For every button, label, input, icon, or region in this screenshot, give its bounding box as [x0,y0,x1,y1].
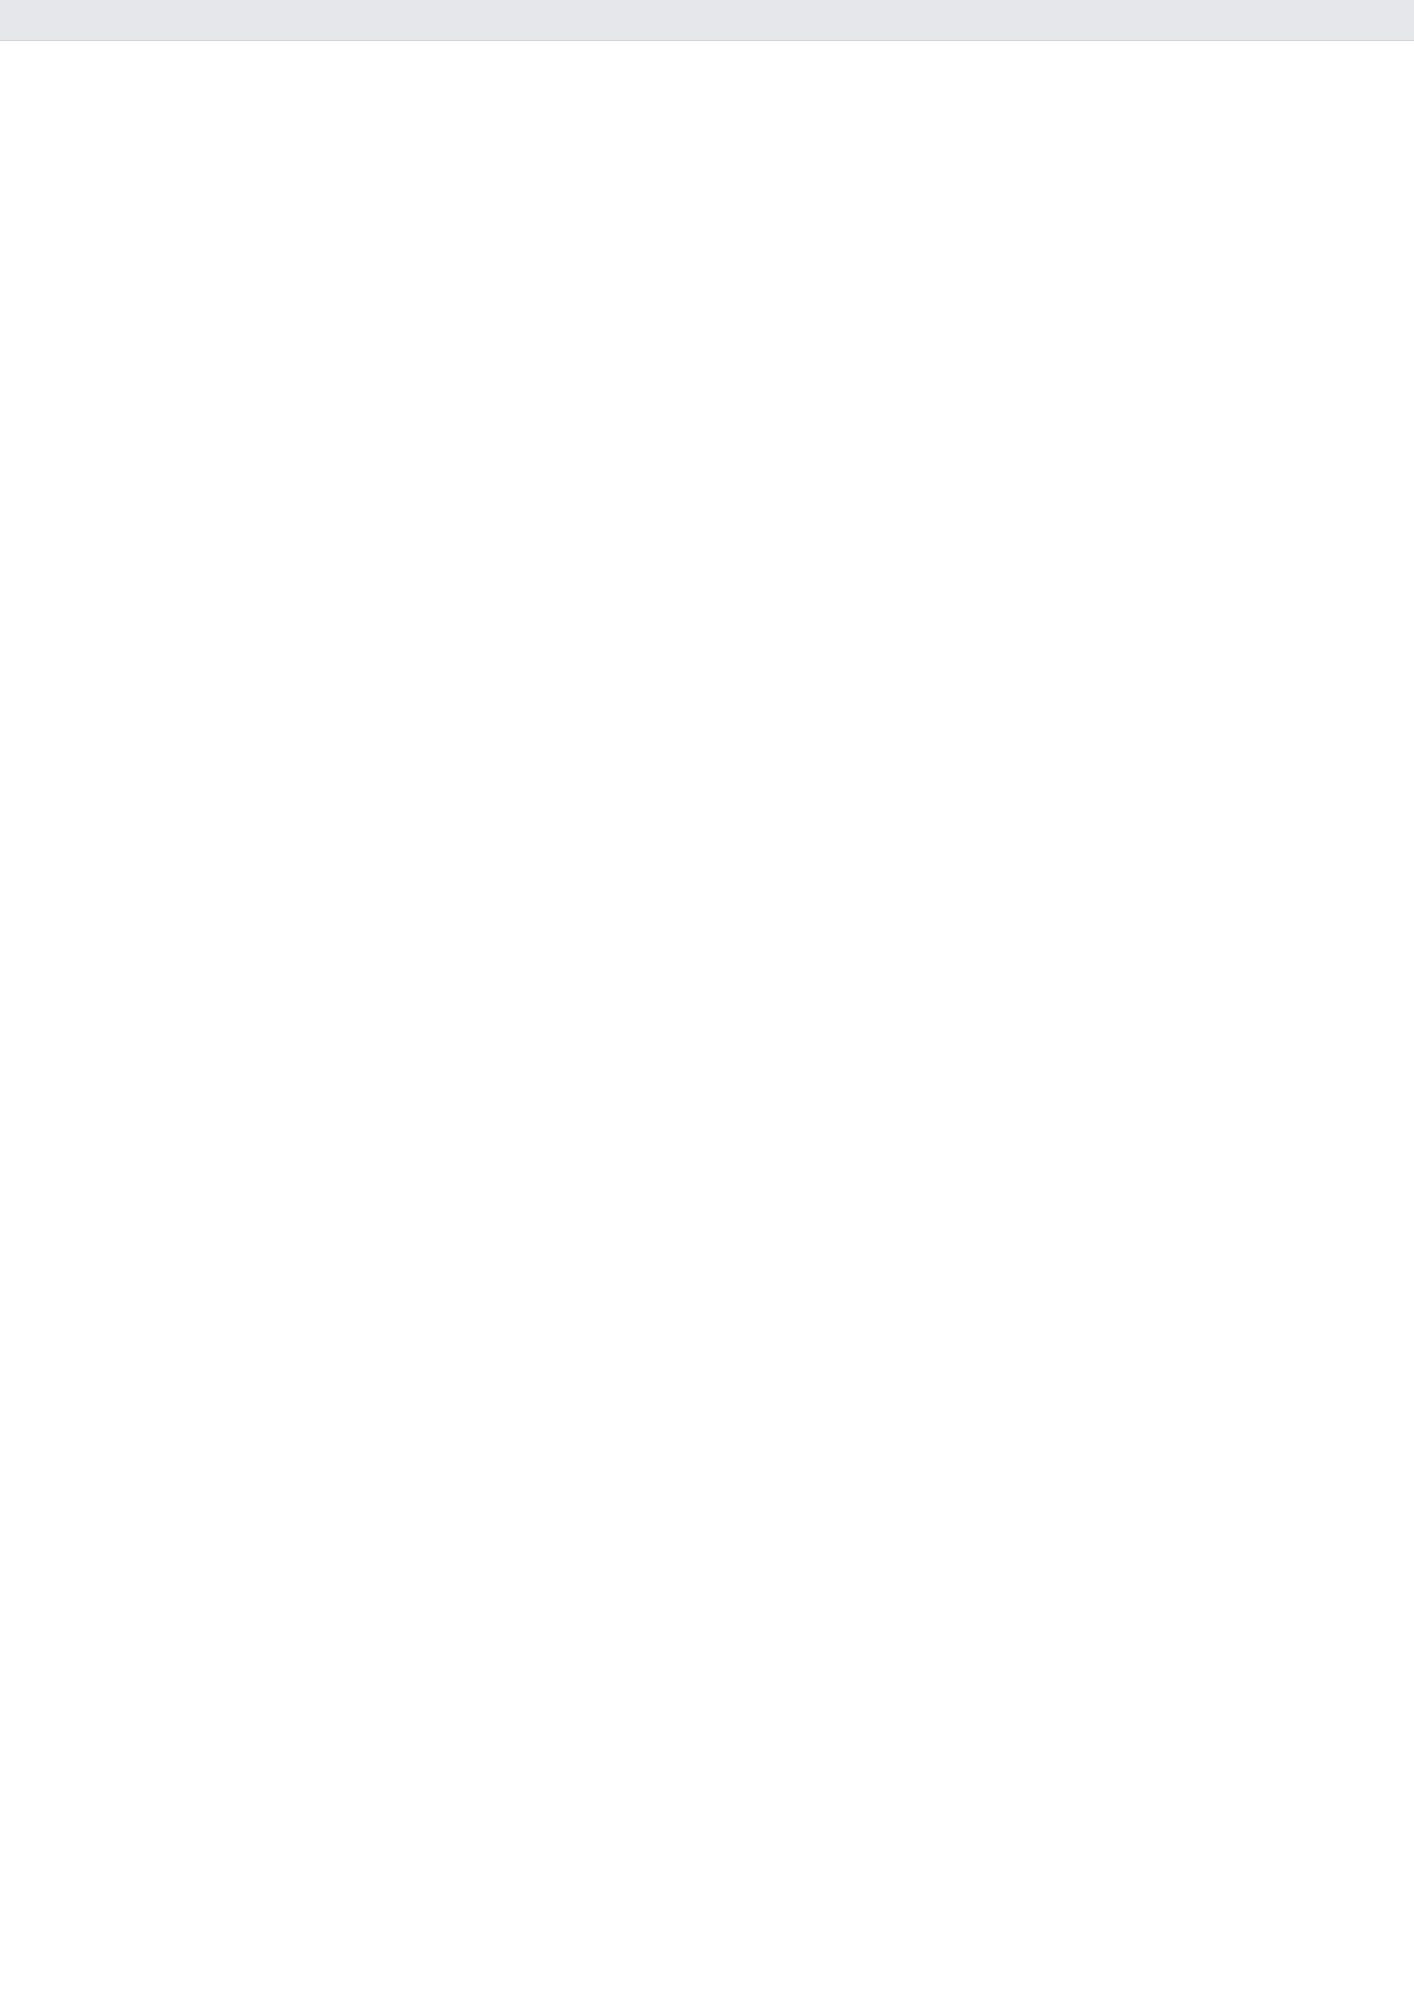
title-bar [0,0,1414,41]
main-content [0,41,1414,2000]
